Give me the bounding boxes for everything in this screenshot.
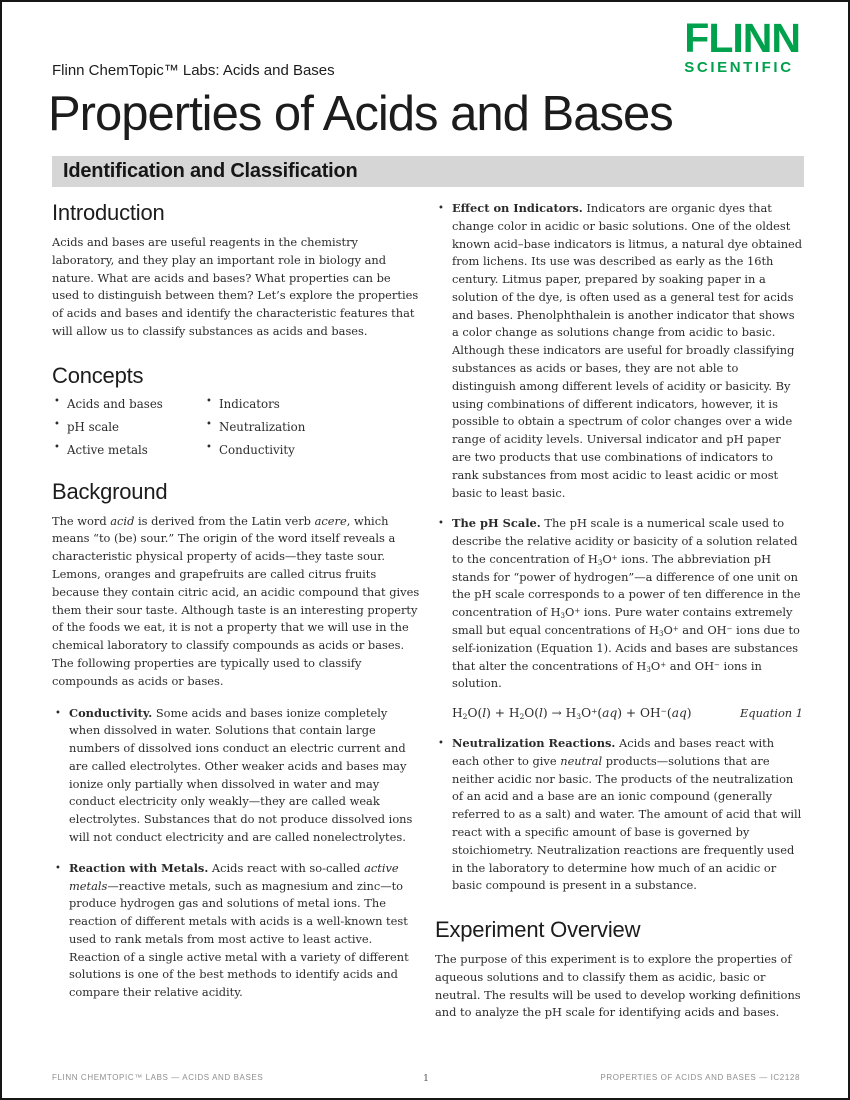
bullet-icon: •	[206, 418, 212, 430]
concept-label: pH scale	[67, 419, 120, 434]
series-kicker: Flinn ChemTopic™ Labs: Acids and Bases	[52, 62, 335, 79]
banner-title: Identification and Classification	[63, 160, 358, 182]
property-body: Acids react with so-called active metals—reactive metals, such as magnesium and zinc—to produce hydrogen gas and solutions of metal ions. The reaction of different metals with acids is a well-known test used to rank metals from most active to least active. Reaction of a single active metal with a variety of different solutions is one of the best methods to identify acids and compare their relative acidity.	[69, 860, 409, 1000]
background-heading: Background	[52, 478, 168, 504]
property-body: Some acids and bases ionize completely when dissolved in water. Solutions that contain large numbers of dissolved ions conduct an electric current and are called electrolytes. Other weaker acids and bases may ionize only partially when dissolved in water and may conduct electricity only weakly—they are called weak electrolytes. Substances that do not produce dissolved ions will not conduct electricity and are called nonelectrolytes.	[69, 705, 413, 844]
left-column	[52, 200, 420, 1022]
property-body: The pH scale is a numerical scale used to describe the relative acidity or basicity of a solution related to the concentration of $H_3O^+$ ions. The abbreviation pH stands for “power of hydrogen”—a difference of one unit on the pH scale corresponds to a power of ten difference in the concentration of $H_3O^+$ ions. Pure water contains extremely small but equal concentrations of $H_3O^+$ and OH− ions due to self-ionization (Equation 1). Acids and bases are substances that alter the concentrations of $H_3O^+$ and OH− ions in solution.	[452, 516, 801, 691]
chemical-equation: $H_2O(l) + H_2O(l) \to H_3O^+(aq) + OH^-(aq)$	[452, 706, 692, 721]
property-item-conductivity	[52, 705, 420, 847]
concept-item	[204, 420, 420, 434]
equation-label: Equation 1	[739, 706, 803, 721]
logo-flinn-text: FLINN	[684, 15, 800, 61]
concept-label: Indicators	[219, 396, 280, 411]
page-footer	[52, 1073, 800, 1082]
bullet-icon: •	[438, 203, 444, 214]
property-body: Acids and bases react with each other to give neutral products—solutions that are neither acidic nor basic. The products of the neutralization of an acid and a base are an ionic compound (generally referred to as a salt) and water. The amount of acid that will react with a specific amount of base is governed by stoichiometry. Neutralization reactions are frequently used in the laboratory to determine how much of an acidic or basic compound is present in a substance.	[452, 736, 802, 893]
equation-row	[435, 706, 803, 720]
concept-label: Conductivity	[219, 442, 295, 457]
two-column-body	[52, 200, 804, 1022]
property-lead: Neutralization Reactions.	[452, 736, 616, 751]
bullet-icon: •	[54, 418, 60, 430]
concept-item	[52, 443, 204, 457]
property-item-ph-scale	[435, 515, 803, 693]
section-banner	[52, 156, 804, 187]
introduction-paragraph: Acids and bases are useful reagents in the chemistry laboratory, and they play an important role in biology and nature. What are acids and bases? What properties can be used to distinguish between them? Let’s explore the properties of acids and bases and identify the characteristic features that will allow us to classify substances as acids and bases.	[52, 235, 419, 338]
background-paragraph: The word acid is derived from the Latin verb acere, which means “to (be) sour.” The origin of the word itself reveals a characteristic physical property of acids—they taste sour. Lemons, oranges and grapefruits are called citrus fruits because they contain citric acid, an acidic compound that gives them their sour taste. Although taste is an interesting property of the foods we eat, it is not a property that we will use in the chemical laboratory to classify compounds as acids or bases. The following properties are typically used to classify compounds as acids or bases.	[52, 513, 420, 688]
concepts-heading: Concepts	[52, 362, 144, 388]
concept-item	[52, 420, 204, 434]
footer-page-number: 1	[422, 1073, 430, 1084]
property-item-neutralization-reactions	[435, 735, 803, 895]
bullet-icon: •	[206, 441, 212, 453]
property-item-effect-on-indicators	[435, 200, 803, 502]
document-title: Properties of Acids and Bases	[48, 87, 673, 141]
concept-item	[204, 443, 420, 457]
concept-item	[204, 397, 420, 411]
experiment-overview-heading: Experiment Overview	[435, 917, 641, 943]
property-lead: Effect on Indicators.	[452, 201, 583, 215]
property-item-reaction-with-metals	[52, 860, 420, 1002]
bullet-icon: •	[55, 707, 61, 719]
property-lead: Reaction with Metals.	[69, 860, 209, 875]
concept-label: Acids and bases	[67, 396, 163, 411]
property-lead: Conductivity.	[69, 705, 153, 720]
property-body: Indicators are organic dyes that change color in acidic or basic solutions. One of the oldest known acid–base indicators is litmus, a natural dye obtained from lichens. Its use was described as early as the 16th century. Litmus paper, prepared by soaking paper in a solution of the dye, is often used as a general test for acids and bases. Phenolphthalein is another indicator that shows a color change as solutions change from acidic to basic. Although these indicators are useful for broadly classifying substances as acids or bases, they are not able to distinguish among different levels of acidity or basicity. By using combinations of different indicators, however, it is possible to obtain a spectrum of color changes over a wide range of acidity levels. Universal indicator and pH paper are two products that use combinations of indicators to rank substances from most acidic to least acidic or most basic to least basic.	[452, 201, 803, 500]
bullet-icon: •	[438, 738, 444, 750]
experiment-overview-paragraph: The purpose of this experiment is to explore the properties of aqueous solutions and to classify them as acidic, basic or neutral. The results will be used to develop working definitions and to analyze the pH scale for identifying acids and bases.	[435, 952, 801, 1020]
bullet-icon: •	[54, 395, 60, 407]
bullet-icon: •	[438, 518, 444, 530]
concepts-list	[52, 397, 420, 457]
bullet-icon: •	[55, 862, 61, 874]
footer-left: FLINN CHEMTOPIC™ LABS — ACIDS AND BASES	[52, 1073, 264, 1082]
bullet-icon: •	[54, 441, 60, 453]
bullet-icon: •	[206, 395, 212, 407]
right-column	[435, 200, 803, 1022]
logo-scientific-text: SCIENTIFIC	[684, 59, 794, 76]
concept-label: Neutralization	[219, 419, 306, 434]
flinn-scientific-logo	[684, 15, 800, 76]
property-lead: The pH Scale.	[452, 516, 541, 531]
introduction-heading: Introduction	[52, 200, 165, 225]
concept-label: Active metals	[67, 442, 148, 457]
concept-item	[52, 397, 204, 411]
footer-right: PROPERTIES OF ACIDS AND BASES — IC2128	[600, 1073, 800, 1082]
